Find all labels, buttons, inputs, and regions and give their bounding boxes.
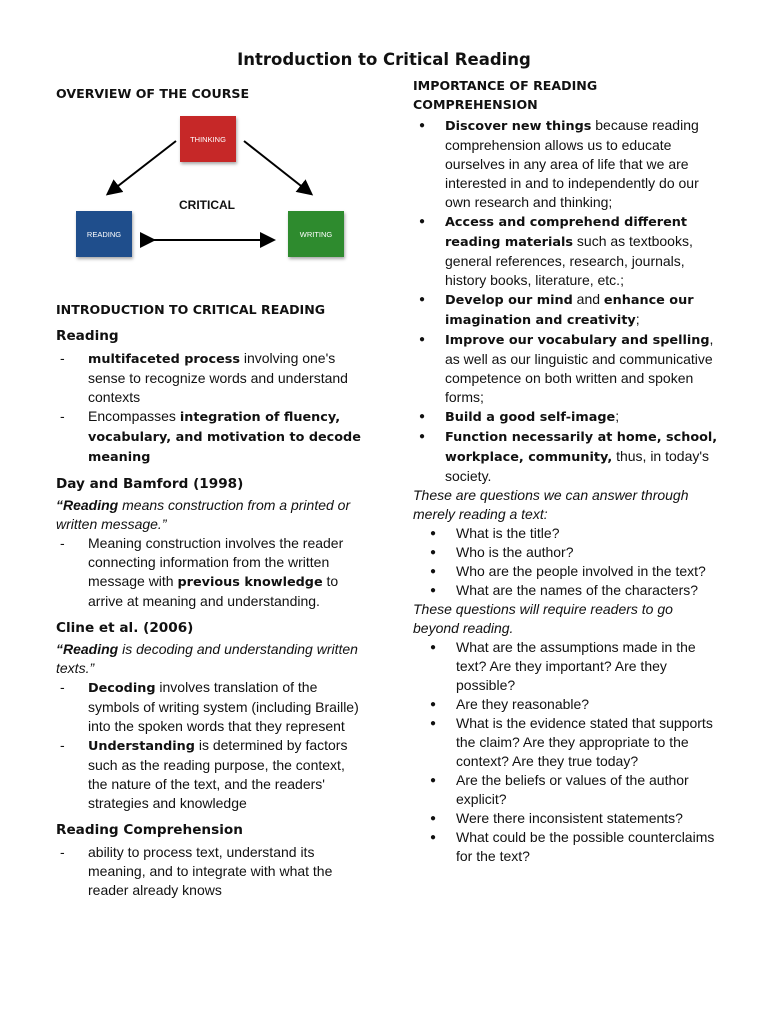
list-item: ● Who is the author? xyxy=(413,543,718,562)
list-item: ● What is the title? xyxy=(413,524,718,543)
questions-intro-2: These questions will require readers to go beyond reading. xyxy=(413,601,673,636)
critical-label: CRITICAL xyxy=(179,198,235,212)
thinking-box: THINKING xyxy=(180,116,236,162)
page-title: Introduction to Critical Reading xyxy=(237,50,531,69)
day-bamford-quote: “Reading means construction from a printed or written message.” xyxy=(56,497,351,532)
writing-box: WRITING xyxy=(288,211,344,257)
list-item: - ability to process text, understand its meaning, and to integrate with what the reader already knows xyxy=(56,843,361,900)
list-item: ● Were there inconsistent statements? xyxy=(413,809,718,828)
questions-intro-1: These are questions we can answer through merely reading a text: xyxy=(413,487,689,522)
list-item: ● Build a good self-image; xyxy=(413,407,718,427)
list-item: ● Function necessarily at home, school, workplace, community, thus, in today's society. xyxy=(413,427,718,486)
left-column xyxy=(56,84,361,900)
questions-list-1 xyxy=(413,524,718,600)
reading-box: READING xyxy=(76,211,132,257)
cline-list xyxy=(56,678,361,813)
list-item: ● Who are the people involved in the text? xyxy=(413,562,718,581)
cline-quote: “Reading is decoding and understanding written texts.” xyxy=(56,641,358,676)
importance-heading: IMPORTANCE OF READING COMPREHENSION xyxy=(413,78,598,112)
list-item: ● Access and comprehend different reading materials such as textbooks, general references, research, journals, history books, literature, etc.; xyxy=(413,212,718,290)
arrow-thinking-writing xyxy=(244,141,310,193)
list-item: ● What are the assumptions made in the text? Are they important? Are they possible? xyxy=(413,638,718,695)
list-item: ● What could be the possible counterclaims for the text? xyxy=(413,828,718,866)
day-bamford-heading: Day and Bamford (1998) xyxy=(56,476,244,492)
list-item: ● What are the names of the characters? xyxy=(413,581,718,600)
questions-list-2 xyxy=(413,638,718,866)
arrow-thinking-reading xyxy=(109,141,176,193)
list-item: ● Are they reasonable? xyxy=(413,695,718,714)
list-item: - multifaceted process involving one's sense to recognize words and understand contexts xyxy=(56,349,361,407)
list-item: - Understanding is determined by factors such as the reading purpose, the context, the nature of the text, and the readers' strategies and knowledge xyxy=(56,736,361,813)
list-item: ● Are the beliefs or values of the author explicit? xyxy=(413,771,718,809)
list-item: - Decoding involves translation of the symbols of writing system (including Braille) into the spoken words that they represent xyxy=(56,678,361,736)
list-item: - Meaning construction involves the reader connecting information from the written message with previous knowledge to arrive at meaning and understanding. xyxy=(56,534,361,611)
day-bamford-list xyxy=(56,534,361,611)
right-column xyxy=(413,76,718,866)
list-item: ● Develop our mind and enhance our imagination and creativity; xyxy=(413,290,718,330)
intro-heading: INTRODUCTION TO CRITICAL READING xyxy=(56,302,326,317)
overview-heading: OVERVIEW OF THE COURSE xyxy=(56,86,250,101)
importance-list xyxy=(413,116,718,486)
reading-comprehension-heading: Reading Comprehension xyxy=(56,822,243,838)
reading-heading: Reading xyxy=(56,328,119,344)
list-item: ● Improve our vocabulary and spelling, as well as our linguistic and communicative competence on both written and spoken forms; xyxy=(413,330,718,407)
list-item: ● Discover new things because reading comprehension allows us to educate ourselves in any area of life that we are interested in and to independently do our own research and thinking; xyxy=(413,116,718,212)
reading-comprehension-list xyxy=(56,843,361,900)
reading-list xyxy=(56,349,361,467)
critical-diagram xyxy=(64,113,364,268)
list-item: ● What is the evidence stated that supports the claim? Are they appropriate to the context? Are they true today? xyxy=(413,714,718,771)
cline-heading: Cline et al. (2006) xyxy=(56,620,194,636)
list-item: - Encompasses integration of fluency, vocabulary, and motivation to decode meaning xyxy=(56,407,361,467)
